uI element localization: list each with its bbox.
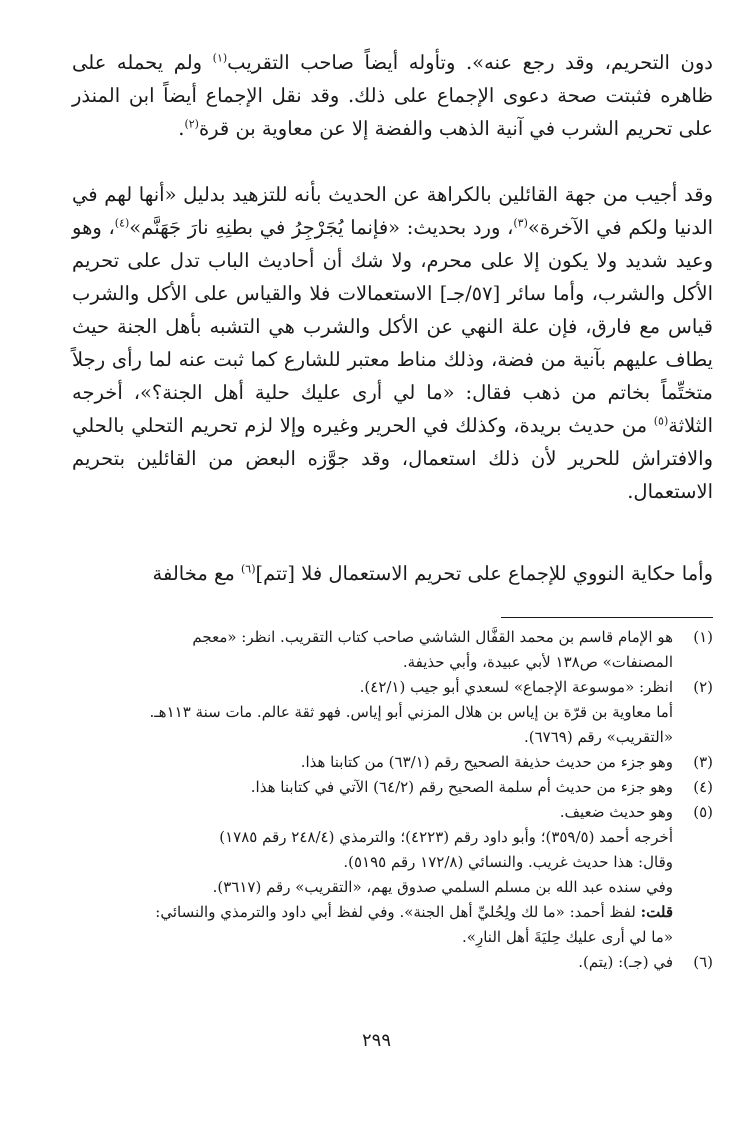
paragraph-2-text-b: ، ورد بحديث: «فإنما يُجَرْجِرُ في بطنِهِ نارَ جَهَنَّم» bbox=[129, 216, 514, 239]
paragraph-1-text-c: . bbox=[178, 117, 185, 140]
footnote-ref-1: (١) bbox=[212, 51, 228, 65]
footnote-line: في (جـ): (يتم). bbox=[578, 953, 673, 971]
footnote-qult-text: لفظ أحمد: «ما لك ولِحُليِّ أهل الجنة». وفي لفظ أبي داود والترمذي والنسائي: bbox=[155, 903, 641, 921]
footnote-1 bbox=[72, 625, 713, 675]
footnote-ref-2: (٢) bbox=[184, 117, 199, 131]
footnote-number: (٤) bbox=[693, 778, 713, 796]
footnote-5-continuation bbox=[72, 825, 713, 950]
footnote-line: أما معاوية بن قرّة بن إياس بن هلال المزني أبو إياس. فهو ثقة عالم. مات سنة ١١٣هـ. bbox=[149, 703, 673, 721]
footnote-qult-label: قلت: bbox=[640, 903, 673, 921]
footnote-number: (٦) bbox=[693, 953, 713, 971]
footnotes bbox=[72, 625, 713, 975]
paragraph-2-text-d: من حديث بريدة، وكذلك في الحرير وغيره وإلا لزم تحريم التحلي بالحلي والافتراش للحرير لأن ذلك استعمال، وقد جوَّزه البعض من القائلين بتحريم الاستعمال. bbox=[72, 414, 713, 503]
page-number: ٢٩٩ bbox=[361, 1030, 391, 1051]
footnote-line bbox=[72, 900, 673, 925]
footnote-line: انظر: «موسوعة الإجماع» لسعدي أبو جيب (٤٢/١). bbox=[359, 678, 673, 696]
paragraph-3-text-b: مع مخالفة bbox=[152, 562, 241, 585]
footnote-line: وقال: هذا حديث غريب. والنسائي (١٧٢/٨ رقم ٥١٩٥). bbox=[343, 853, 673, 871]
footnote-line: وهو جزء من حديث أم سلمة الصحيح رقم (٦٤/٢) الآتي في كتابنا هذا. bbox=[250, 778, 673, 796]
footnote-ref-6: (٦) bbox=[241, 562, 256, 576]
footnote-number: (١) bbox=[693, 628, 713, 646]
footnote-number: (٢) bbox=[693, 678, 713, 696]
paragraph-2-text-c: ، وهو وعيد شديد ولا يكون إلا على محرم، ولا شك أن أحاديث الباب تدل على تحريم الأكل والشرب، وأما سائر [٥٧/جـ] الاستعمالات فلا والقياس على الأكل والشرب قياس مع فارق، فإن علة النهي عن الأكل والشرب هي التشبه بأهل الجنة حيث يطاف عليهم بآنية من فضة، وذلك مناط معتبر للشارع كما ثبت عنه لما رأى رجلاً متختِّماً بخاتم من ذهب فقال: «ما لي أرى عليك حلية أهل الجنة؟»، أخرجه الثلاثة bbox=[72, 216, 714, 437]
footnote-ref-5: (٥) bbox=[653, 414, 669, 428]
footnote-5 bbox=[72, 800, 713, 825]
footnote-number: (٣) bbox=[693, 753, 713, 771]
paragraph-3 bbox=[72, 557, 713, 590]
paragraph-3-text-a: وأما حكاية النووي للإجماع على تحريم الاستعمال فلا [تتم] bbox=[255, 562, 713, 585]
footnote-2 bbox=[72, 675, 713, 700]
paragraph-1-text-b: ولم يحمله على ظاهره فثبتت صحة دعوى الإجماع على ذلك. وقد نقل الإجماع أيضاً ابن المنذر على تحريم الشرب في آنية الذهب والفضة إلا عن معاوية بن قرة bbox=[72, 51, 713, 140]
footnote-line: المصنفات» ص١٣٨ لأبي عبيدة، وأبي حذيفة. bbox=[402, 653, 673, 671]
footnote-6 bbox=[72, 950, 713, 975]
footnote-number: (٥) bbox=[693, 803, 713, 821]
paragraph-1 bbox=[72, 46, 713, 145]
paragraph-1-text-a: دون التحريم، وقد رجع عنه». وتأوله أيضاً صاحب التقريب bbox=[227, 51, 713, 74]
footnote-line: «ما لي أرى عليك حِليَةَ أهل النارِ». bbox=[462, 928, 673, 946]
footnote-4 bbox=[72, 775, 713, 800]
footnote-line: أخرجه أحمد (٣٥٩/٥)؛ وأبو داود رقم (٤٢٢٣)؛ والترمذي (٢٤٨/٤ رقم ١٧٨٥) bbox=[219, 828, 673, 846]
footnote-line: «التقريب» رقم (٦٧٦٩). bbox=[523, 728, 673, 746]
footnote-line: هو الإمام قاسم بن محمد القفَّال الشاشي صاحب كتاب التقريب. انظر: «معجم bbox=[192, 628, 673, 646]
footnote-line: وفي سنده عبد الله بن مسلم السلمي صدوق يهم، «التقريب» رقم (٣٦١٧). bbox=[212, 878, 673, 896]
paragraph-2-text-a: وقد أجيب من جهة القائلين بالكراهة عن الحديث بأنه للتزهيد بدليل «أنها لهم في الدنيا ولكم في الآخرة» bbox=[72, 183, 713, 239]
footnote-ref-3: (٣) bbox=[513, 216, 528, 230]
footnote-ref-4: (٤) bbox=[114, 216, 130, 230]
footnote-3 bbox=[72, 750, 713, 775]
footnote-separator bbox=[501, 617, 713, 618]
footnote-line: وهو حديث ضعيف. bbox=[559, 803, 673, 821]
paragraph-2 bbox=[72, 178, 713, 508]
footnote-2-continuation bbox=[72, 700, 713, 750]
footnote-line: وهو جزء من حديث حذيفة الصحيح رقم (٦٣/١) من كتابنا هذا. bbox=[300, 753, 673, 771]
